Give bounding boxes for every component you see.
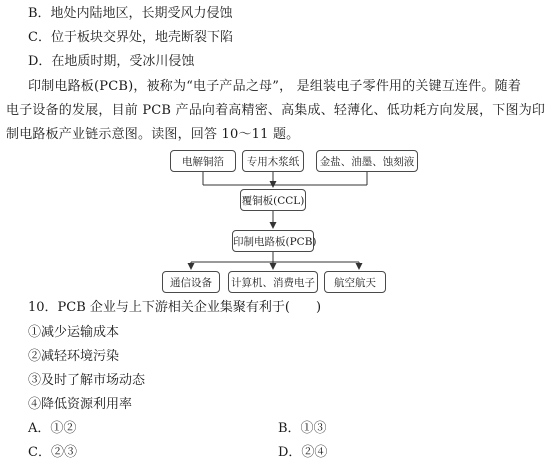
answer-option-a[interactable]: A．①② xyxy=(28,421,77,436)
passage-line-3: 制电路板产业链示意图。读图，回答 10～11 题。 xyxy=(6,127,300,142)
answer-option-d[interactable]: D．②④ xyxy=(278,445,328,460)
question-stem: 10．PCB 企业与上下游相关企业集聚有利于( ) xyxy=(28,300,322,315)
option-prev-b: B．地处内陆地区，长期受风力侵蚀 xyxy=(28,6,233,21)
box-ccl: 覆铜板(CCL) xyxy=(240,189,306,211)
option-prev-d: D．在地质时期，受冰川侵蚀 xyxy=(28,54,195,69)
passage-line-2: 电子设备的发展，目前 PCB 产品向着高精密、高集成、轻薄化、低功耗方向发展，下图为印 xyxy=(6,103,546,118)
box-communication-devices: 通信设备 xyxy=(162,271,220,293)
option-prev-c: C．位于板块交界处，地壳断裂下陷 xyxy=(28,30,233,45)
statement-2: ②减轻环境污染 xyxy=(28,349,120,364)
statement-3: ③及时了解市场动态 xyxy=(28,373,146,388)
passage-line-1: 印制电路板(PCB)，被称为“电子产品之母”， 是组装电子零件用的关键互连件。随着 xyxy=(28,79,522,94)
box-chemicals: 金盐、油墨、蚀刻液 xyxy=(316,150,418,172)
statement-1: ①减少运输成本 xyxy=(28,325,120,340)
answer-option-c[interactable]: C．②③ xyxy=(28,445,77,460)
box-computers-consumer-electronics: 计算机、消费电子 xyxy=(228,271,318,293)
box-aerospace: 航空航天 xyxy=(324,271,386,293)
box-wood-pulp-paper: 专用木浆纸 xyxy=(242,150,304,172)
statement-4: ④降低资源利用率 xyxy=(28,397,133,412)
answer-option-b[interactable]: B．①③ xyxy=(278,421,327,436)
box-copper-foil: 电解铜箔 xyxy=(170,150,236,172)
box-pcb: 印制电路板(PCB) xyxy=(232,230,314,252)
